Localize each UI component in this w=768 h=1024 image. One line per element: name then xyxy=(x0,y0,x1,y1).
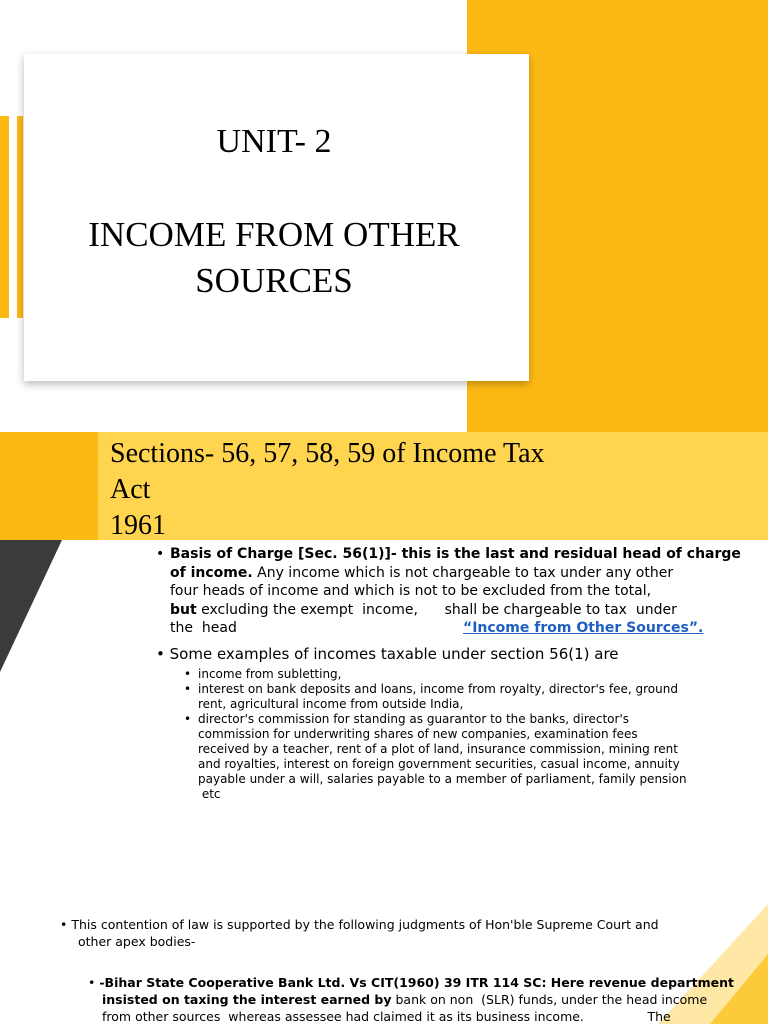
bihar-line2 xyxy=(88,991,728,1008)
bihar-line2-rest: bank on non (SLR) funds, under the head income xyxy=(391,992,708,1007)
examples-heading-text: Some examples of incomes taxable under section 56(1) are xyxy=(169,645,619,663)
basis-line4 xyxy=(156,601,736,620)
list-item xyxy=(184,682,744,697)
list-item-text: interest on bank deposits and loans, income from royalty, director's fee, ground xyxy=(198,682,678,696)
dark-triangle-decoration xyxy=(0,540,62,672)
list-item-continuation xyxy=(184,727,744,742)
bullet-icon: • xyxy=(156,645,165,663)
bihar-line2-bold: insisted on taxing the interest earned by xyxy=(102,992,392,1007)
list-item-text: income from subletting, xyxy=(198,667,342,681)
content-slide xyxy=(0,432,768,1024)
bihar-line1 xyxy=(88,974,734,991)
basis-line4-rest: excluding the exempt income, shall be chargeable to tax under xyxy=(196,601,677,618)
bullet-icon: • xyxy=(60,917,68,932)
list-item-text: director's commission for standing as guarantor to the banks, director's xyxy=(198,712,630,726)
contention-line1 xyxy=(60,916,760,933)
bihar-line3: from other sources whereas assessee had claimed it as its business income. The xyxy=(102,1009,671,1024)
list-item-text: commission for underwriting shares of new companies, examination fees xyxy=(198,727,638,741)
title-band-accent xyxy=(0,432,98,540)
list-item-continuation xyxy=(184,757,744,772)
sections-title-line3: 1961 xyxy=(110,510,166,541)
income-other-sources-link[interactable]: “Income from Other Sources”. xyxy=(463,620,704,636)
basis-line5-head: the head xyxy=(170,620,237,636)
sections-title xyxy=(110,436,630,544)
main-title xyxy=(0,212,548,304)
list-item-text: payable under a will, salaries payable to a member of parliament, family pension xyxy=(198,772,687,786)
main-title-line1: INCOME FROM OTHER xyxy=(88,215,460,254)
list-item-text: rent, agricultural income from outside India, xyxy=(198,697,464,711)
bullet-icon: • xyxy=(88,975,96,990)
basis-line2 xyxy=(156,564,736,583)
bullet-icon: • xyxy=(184,682,192,696)
list-item-text: and royalties, interest on foreign government securities, casual income, annuity xyxy=(198,757,680,771)
basis-line3: four heads of income and which is not to be excluded from the total, xyxy=(170,583,652,599)
unit-title: UNIT- 2 xyxy=(216,123,332,160)
bullet-icon: • xyxy=(156,546,165,562)
basis-line2-rest: Any income which is not chargeable to tax under any other xyxy=(252,564,674,581)
list-item-continuation xyxy=(184,772,744,787)
contention-line2: other apex bodies- xyxy=(78,934,196,949)
list-item-continuation xyxy=(184,787,744,802)
basis-line4-bold: but xyxy=(170,601,197,618)
basis-of-charge-bullet xyxy=(156,545,741,638)
bullet-icon: • xyxy=(184,667,192,681)
bihar-case-bullet xyxy=(88,974,734,1024)
basis-lead: Basis of Charge [Sec. 56(1)]- this is the last and residual head of charge xyxy=(170,546,741,562)
list-item xyxy=(184,667,744,682)
title-slide xyxy=(0,0,768,432)
basis-line2-bold: of income. xyxy=(170,564,253,581)
basis-line5 xyxy=(156,619,736,638)
bihar-case-title: -Bihar State Cooperative Bank Ltd. Vs CIT(1960) 39 ITR 114 SC: Here revenue department xyxy=(99,975,734,990)
list-item-continuation xyxy=(184,697,744,712)
examples-list xyxy=(184,667,744,802)
list-item-text: etc xyxy=(198,787,221,801)
main-title-line2: SOURCES xyxy=(195,261,353,300)
examples-heading xyxy=(156,645,619,663)
list-item-text: received by a teacher, rent of a plot of land, insurance commission, mining rent xyxy=(198,742,678,756)
list-item xyxy=(184,712,744,727)
sections-title-line1: Sections- 56, 57, 58, 59 of Income Tax xyxy=(110,438,545,469)
bullet-icon: • xyxy=(184,712,192,726)
list-item-continuation xyxy=(184,742,744,757)
contention-bullet xyxy=(60,916,760,950)
contention-text: This contention of law is supported by the following judgments of Hon'ble Supreme Court and xyxy=(71,917,659,932)
sections-title-line2: Act xyxy=(110,474,151,505)
basis-line1 xyxy=(156,545,741,564)
